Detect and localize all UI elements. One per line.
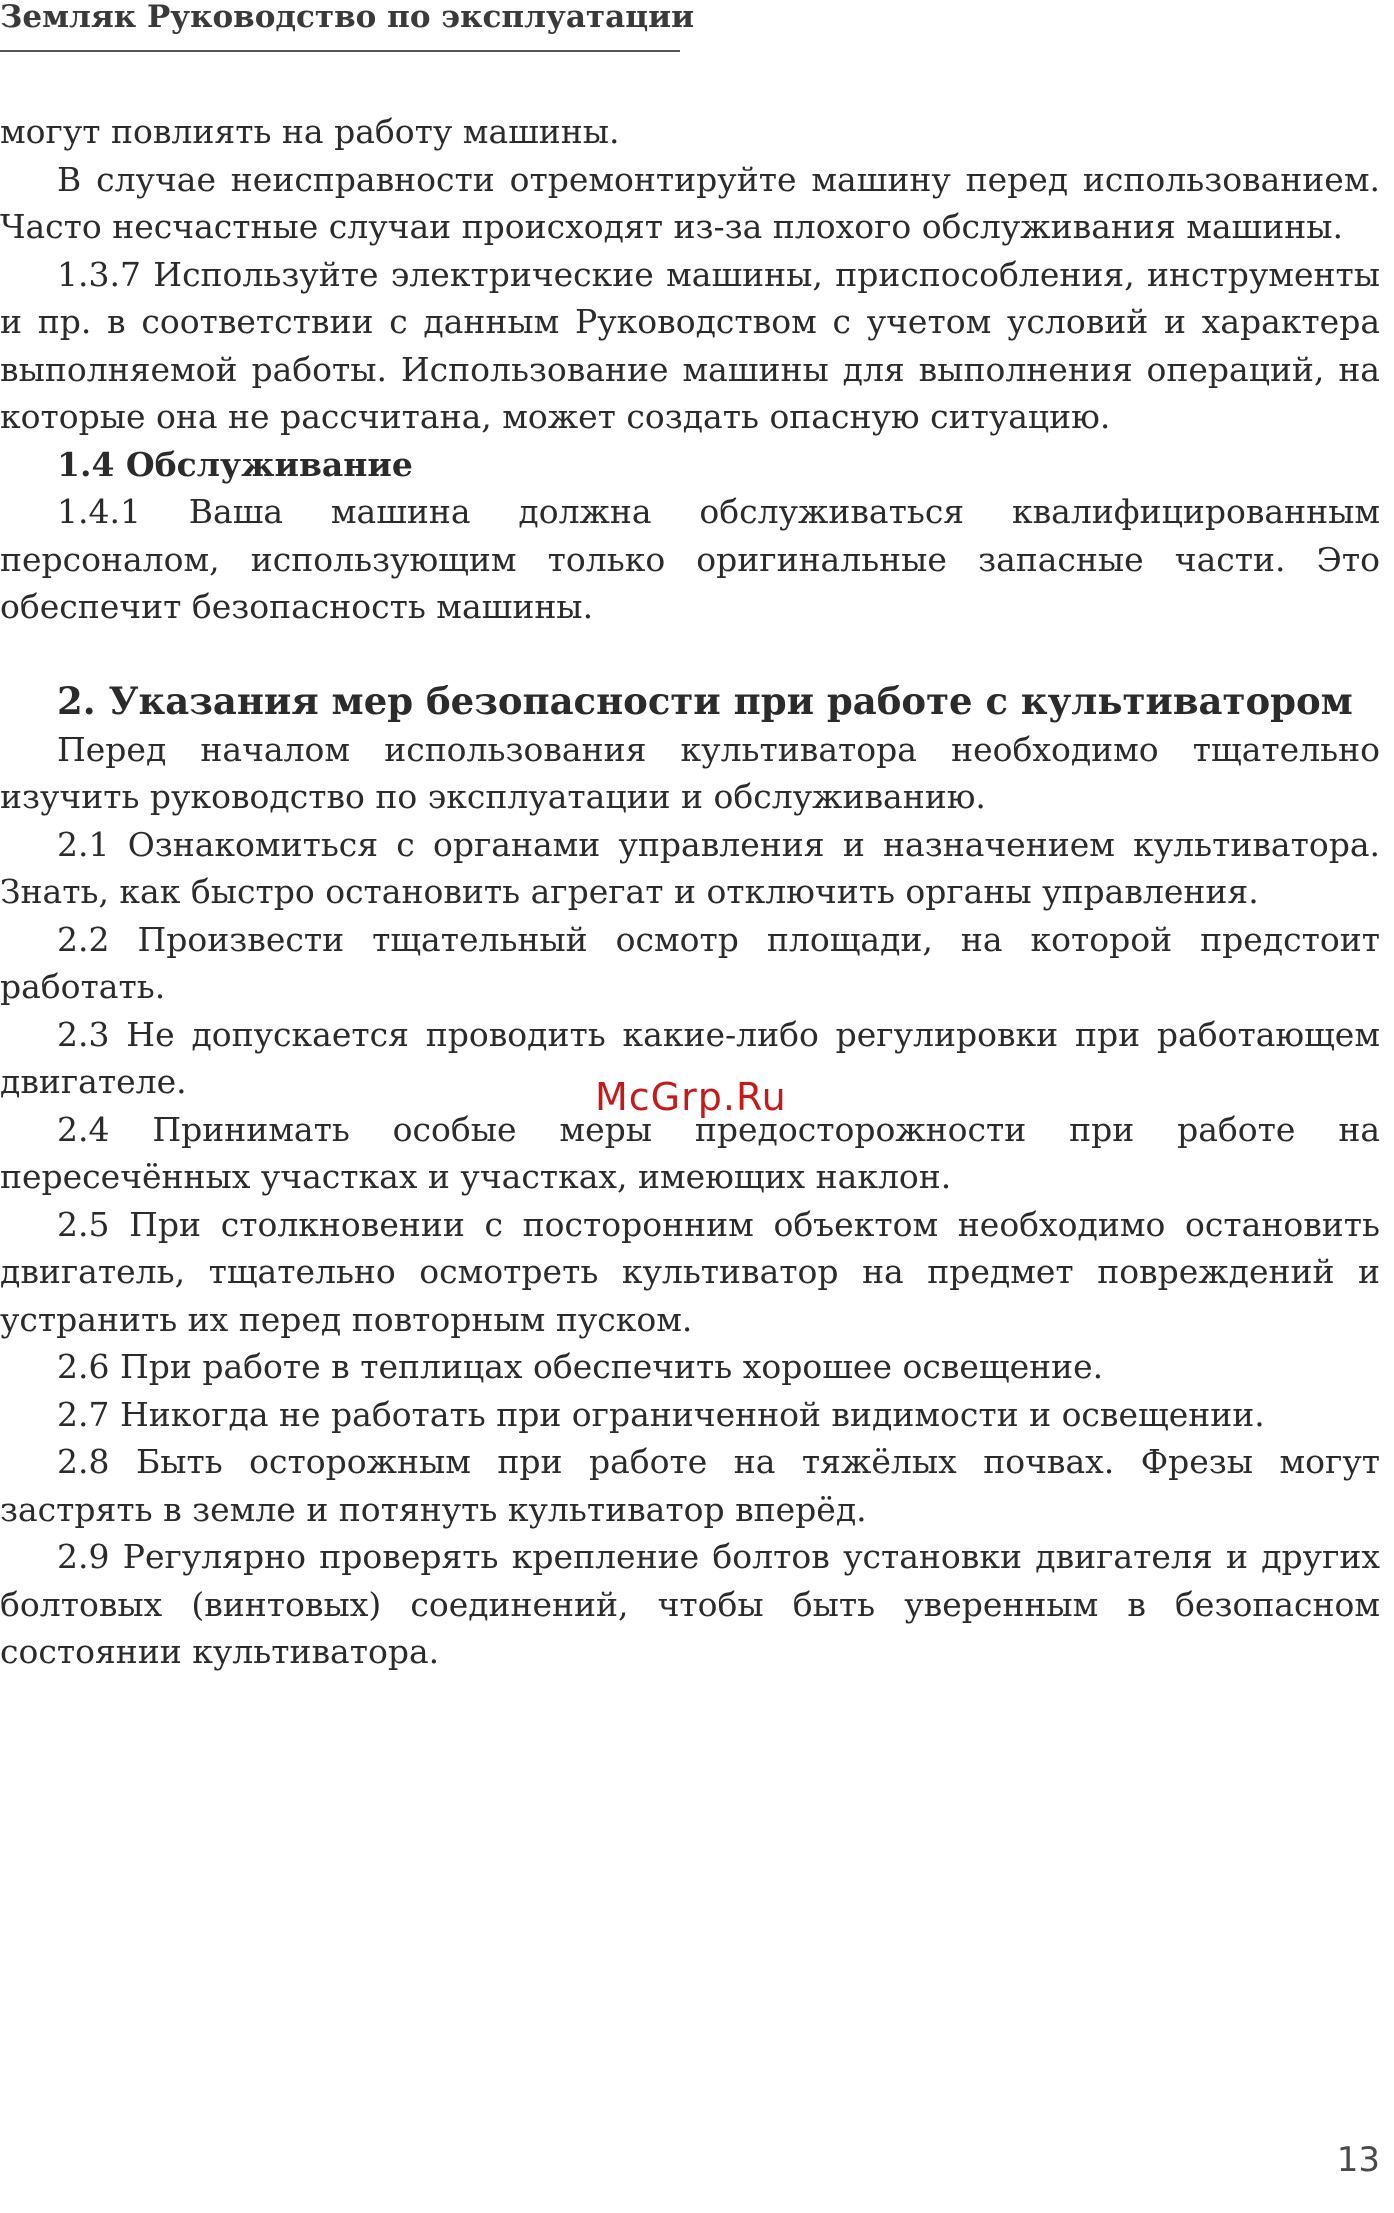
section-heading: 2. Указания мер безопасности при работе с культиватором (57, 678, 1353, 723)
list-item: 2.2 Произвести тщательный осмотр площади, на которой предстоит работать. (0, 919, 1380, 1006)
list-item: 2.6 При работе в теплицах обеспечить хорошее освещение. (57, 1347, 1104, 1386)
paragraph: Перед началом использования культиватора необходимо тщательно изучить руководство по эксплуатации и обслуживанию. (0, 729, 1380, 816)
paragraph: могут повлиять на работу машины. (0, 112, 620, 151)
paragraph: 1.3.7 Используйте электрические машины, приспособления, инструменты и пр. в соответствии с данным Руководством с учетом условий и характера выполняемой работы. Использование машины для выполнения операций, на которые она не рассчитана, может создать опасную ситуацию. (0, 254, 1380, 436)
list-item: 2.8 Быть осторожным при работе на тяжёлых почвах. Фрезы могут застрять в земле и потянуть культиватор вперёд. (0, 1442, 1380, 1529)
paragraph: В случае неисправности отремонтируйте машину перед использованием. Часто несчастные случаи происходят из-за плохого обслуживания машины. (0, 159, 1380, 246)
page-header (0, 0, 695, 52)
watermark: McGrp.Ru (595, 1075, 787, 1119)
list-item: 2.3 Не допускается проводить какие-либо регулировки при работающем двигателе. (0, 1014, 1380, 1101)
list-item: 2.9 Регулярно проверять крепление болтов установки двигателя и других болтовых (винтовых) соединений, чтобы быть уверенным в безопасном состоянии культиватора. (0, 1537, 1380, 1671)
page-number: 13 (1336, 2140, 1380, 2180)
page-body (0, 108, 1380, 1676)
list-item: 2.1 Ознакомиться с органами управления и назначением культиватора. Знать, как быстро остановить агрегат и отключить органы управления. (0, 824, 1380, 911)
list-item: 2.5 При столкновении с посторонним объектом необходимо остановить двигатель, тщательно осмотреть культиватор на предмет повреждений и устранить их перед повторным пуском. (0, 1204, 1380, 1339)
list-item: 2.4 Принимать особые меры предосторожности при работе на пересечённых участках и участках, имеющих наклон. (0, 1109, 1380, 1196)
paragraph: 1.4.1 Ваша машина должна обслуживаться квалифицированным персоналом, использующим только оригинальные запасные части. Это обеспечит безопасность машины. (0, 492, 1380, 626)
subsection-heading: 1.4 Обслуживание (57, 444, 413, 484)
list-item: 2.7 Никогда не работать при ограниченной видимости и освещении. (57, 1394, 1265, 1434)
document-title: Земляк Руководство по эксплуатации (0, 0, 695, 35)
